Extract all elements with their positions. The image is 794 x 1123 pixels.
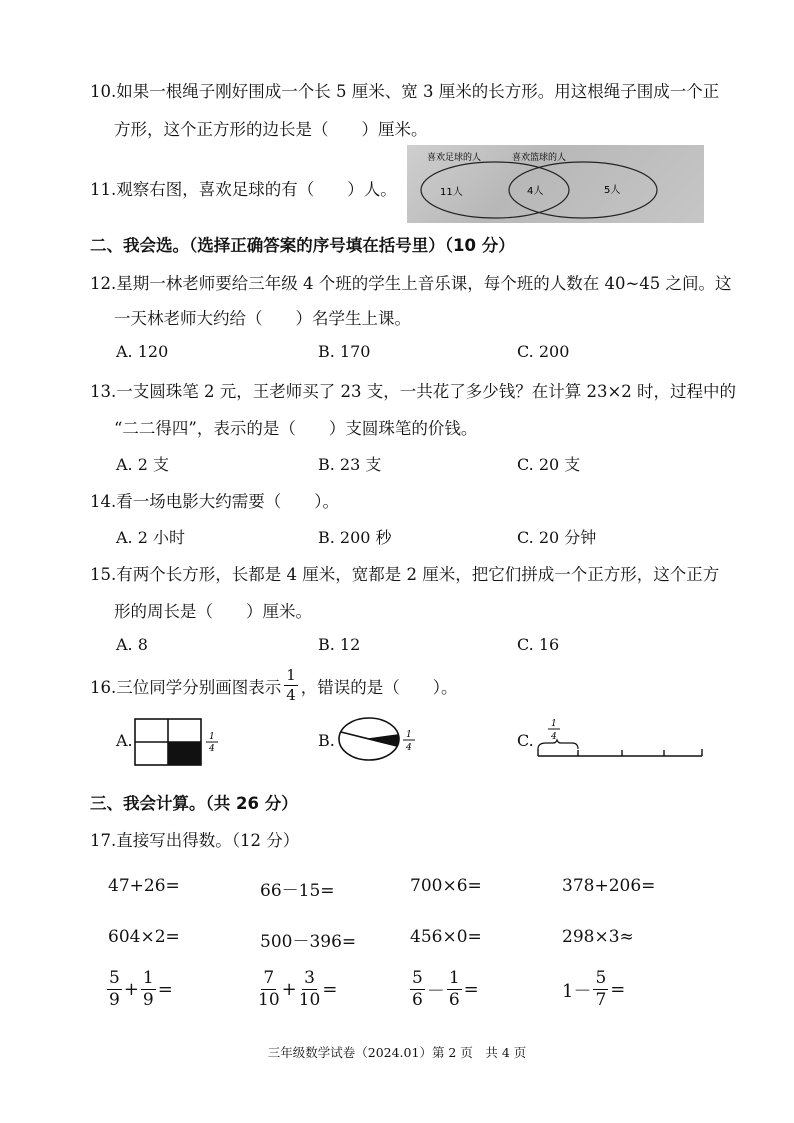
section2-title: 二、我会选。（选择正确答案的序号填在括号里）（10 分） [90, 236, 515, 255]
q10-line2: 方形，这个正方形的边长是（ ）厘米。 [114, 120, 428, 139]
q15-option-c: C. 16 [517, 635, 560, 654]
q11-text: 11.观察右图，喜欢足球的有（ ）人。 [90, 180, 397, 199]
venn-right-title: 喜欢篮球的人 [512, 153, 567, 163]
q13-option-b: B. 23 支 [318, 455, 382, 474]
calc-row2-1: 604×2= [108, 927, 180, 947]
num: 5 [109, 968, 120, 988]
venn-both: 4人 [527, 186, 544, 197]
q16-option-c-label: C. [517, 731, 534, 750]
figure-b-num: 1 [406, 730, 412, 740]
calc-row1-3: 700×6= [410, 876, 482, 896]
figure-c-den: 4 [551, 732, 557, 742]
q13-line2: “二二得四”，表示的是（ ）支圆珠笔的价钱。 [114, 419, 478, 438]
q16-option-a-label: A. [116, 731, 133, 750]
venn-right-only: 5人 [604, 185, 621, 196]
q16-frac-num: 1 [286, 666, 296, 684]
q12-option-a: A. 120 [116, 342, 169, 361]
q10-line1: 10.如果一根绳子刚好围成一个长 5 厘米、宽 3 厘米的长方形。用这根绳子围成一个正 [90, 82, 720, 101]
calc-row1-2: 66－15= [260, 881, 335, 901]
calc-row2-3: 456×0= [410, 927, 482, 947]
venn-left-title: 喜欢足球的人 [427, 153, 482, 163]
q14-text: 14.看一场电影大约需要（ ）。 [90, 492, 339, 511]
den: 6 [412, 990, 423, 1010]
page-footer: 三年级数学试卷（2024.01）第 2 页 共 4 页 [267, 1045, 527, 1060]
equals: = [322, 979, 338, 1000]
calc-row3-1 [107, 970, 173, 1009]
equals: = [463, 979, 479, 1000]
q14-option-a: A. 2 小时 [116, 528, 185, 547]
q13-option-c: C. 20 支 [517, 455, 581, 474]
num: 5 [595, 968, 607, 988]
operator: + [281, 979, 297, 1000]
figure-a-num: 1 [209, 732, 215, 742]
den: 9 [142, 990, 154, 1010]
q16-option-b-label: B. [318, 731, 335, 750]
figure-c-num: 1 [551, 719, 557, 729]
equals: = [157, 979, 173, 1000]
calc-row1-1: 47+26= [108, 876, 180, 896]
q13-line1: 13.一支圆珠笔 2 元，王老师买了 23 支，一共花了多少钱？在计算 23×2 时，过程中的 [90, 382, 737, 401]
q16-suffix: ，错误的是（ ）。 [300, 677, 458, 697]
q16-text [90, 668, 458, 703]
calc-row3-4 [562, 970, 625, 1009]
q16-fraction [284, 668, 298, 703]
num: 1 [142, 968, 154, 988]
figure-b-den: 4 [406, 743, 412, 753]
q15-option-a: A. 8 [116, 635, 148, 654]
q12-option-b: B. 170 [318, 342, 371, 361]
q15-option-b: B. 12 [318, 635, 361, 654]
q12-line2: 一天林老师大约给（ ）名学生上课。 [114, 309, 411, 328]
q15-line1: 15.有两个长方形，长都是 4 厘米，宽都是 2 厘米，把它们拼成一个正方形，这个正方 [90, 565, 720, 584]
num: 3 [304, 968, 315, 988]
lead-term: 1－ [562, 980, 592, 1002]
figure-a-den: 4 [209, 744, 215, 754]
q16-frac-den: 4 [286, 686, 296, 704]
q17-title: 17.直接写出得数。（12 分） [90, 831, 300, 850]
num: 7 [263, 968, 275, 988]
num: 1 [448, 968, 460, 988]
calc-row3-3 [410, 970, 479, 1009]
den: 9 [109, 990, 120, 1010]
den: 7 [595, 990, 607, 1010]
q14-option-c: C. 20 分钟 [517, 528, 597, 547]
den: 10 [298, 990, 321, 1010]
q12-line1: 12.星期一林老师要给三年级 4 个班的学生上音乐课，每个班的人数在 40~45 之间。这 [90, 274, 732, 293]
calc-row2-4: 298×3≈ [562, 927, 634, 947]
q16-figure-a [133, 717, 228, 769]
q16-figure-b [336, 715, 426, 765]
q16-figure-c [534, 716, 706, 760]
venn-diagram-photo [407, 145, 704, 223]
q13-option-a: A. 2 支 [116, 455, 169, 474]
venn-diagram [407, 145, 704, 223]
q14-option-b: B. 200 秒 [318, 528, 392, 547]
q15-line2: 形的周长是（ ）厘米。 [114, 602, 312, 621]
den: 10 [258, 990, 280, 1010]
den: 6 [448, 990, 460, 1010]
equals: = [610, 979, 626, 1000]
operator: + [123, 979, 139, 1000]
q16-prefix: 16.三位同学分别画图表示 [90, 677, 282, 697]
venn-left-only: 11人 [440, 187, 463, 198]
shaded-quarter [168, 742, 201, 765]
section3-title: 三、我会计算。（共 26 分） [90, 794, 298, 813]
num: 5 [412, 968, 423, 988]
calc-row2-2: 500－396= [260, 932, 357, 952]
q12-option-c: C. 200 [517, 342, 570, 361]
operator: － [426, 980, 445, 1002]
calc-row3-2 [258, 970, 337, 1009]
calc-row1-4: 378+206= [562, 876, 656, 896]
